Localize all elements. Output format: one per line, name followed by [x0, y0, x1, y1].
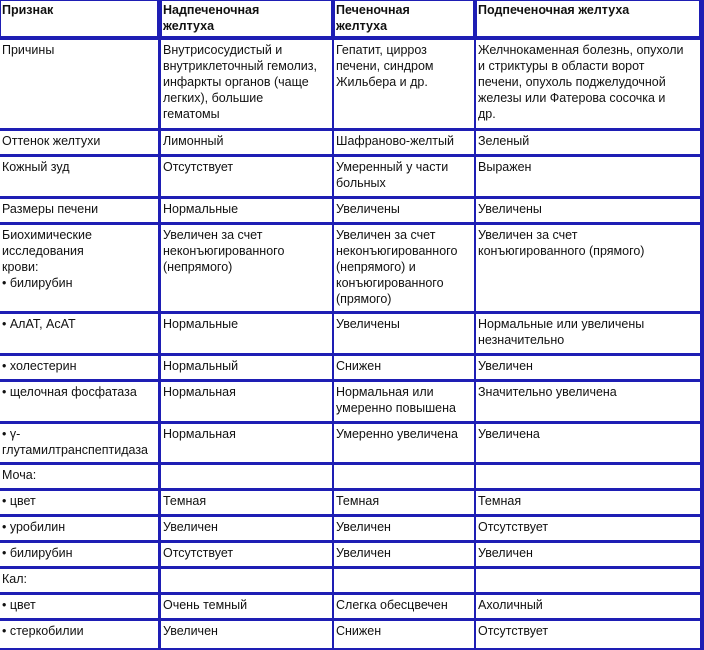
cell-text: Надпеченочная	[163, 3, 260, 17]
cell-r16-prehepatic	[161, 621, 332, 648]
cell-text: печени, опухоль поджелудочной	[478, 75, 666, 89]
cell-r12-posthepatic	[476, 517, 700, 540]
cell-text: Нормальная	[163, 385, 236, 399]
cell-text: неконъюгированного	[163, 244, 285, 258]
cell-text: • билирубин	[2, 276, 73, 290]
cell-text: Гепатит, цирроз	[336, 43, 427, 57]
cell-text: Снижен	[336, 359, 382, 373]
cell-r3-hepatic	[334, 157, 474, 196]
cell-r9-hepatic	[334, 424, 474, 462]
cell-text: Подпеченочная желтуха	[478, 3, 630, 17]
cell-r9-posthepatic	[476, 424, 700, 462]
cell-text: Слегка обесцвечен	[336, 598, 448, 612]
cell-text: Лимонный	[163, 134, 224, 148]
cell-r4-prehepatic	[161, 199, 332, 222]
cell-text: Увеличен	[478, 546, 533, 560]
cell-r10-prehepatic	[161, 465, 332, 488]
cell-r7-posthepatic	[476, 356, 700, 379]
cell-text: Нормальная	[163, 427, 236, 441]
cell-text: Умеренно увеличена	[336, 427, 458, 441]
cell-r9-prehepatic	[161, 424, 332, 462]
cell-r3-prehepatic	[161, 157, 332, 196]
cell-r1-prehepatic	[161, 40, 332, 128]
cell-text: Отсутствует	[478, 624, 549, 638]
cell-r10-hepatic	[334, 465, 474, 488]
cell-r12-feature	[0, 517, 158, 540]
header-frame	[334, 0, 474, 37]
cell-text: др.	[478, 107, 496, 121]
header-posthepatic	[476, 0, 700, 37]
cell-r16-hepatic	[334, 621, 474, 648]
header-feature	[0, 0, 158, 37]
cell-r8-prehepatic	[161, 382, 332, 421]
cell-text: Ахоличный	[478, 598, 543, 612]
cell-text: Отсутствует	[478, 520, 549, 534]
cell-text: Увеличен	[163, 624, 218, 638]
cell-text: (непрямого) и	[336, 260, 416, 274]
cell-text: внутриклеточный гемолиз,	[163, 59, 317, 73]
cell-text: • цвет	[2, 598, 36, 612]
cell-r7-prehepatic	[161, 356, 332, 379]
cell-r11-prehepatic	[161, 491, 332, 514]
cell-r1-feature	[0, 40, 158, 128]
cell-text: • уробилин	[2, 520, 66, 534]
cell-text: желтуха	[163, 19, 215, 33]
cell-text: глутамилтранспептидаза	[2, 443, 149, 457]
cell-r13-posthepatic	[476, 543, 700, 566]
cell-text: железы или Фатерова сосочка и	[478, 91, 666, 105]
cell-r15-prehepatic	[161, 595, 332, 618]
cell-text: незначительно	[478, 333, 565, 347]
cell-r6-prehepatic	[161, 314, 332, 353]
cell-r10-feature	[0, 465, 158, 488]
cell-r15-hepatic	[334, 595, 474, 618]
cell-r5-feature	[0, 225, 158, 311]
cell-text: Темная	[478, 494, 522, 508]
cell-text: конъюгированного (прямого)	[478, 244, 645, 258]
cell-r5-prehepatic	[161, 225, 332, 311]
cell-r11-hepatic	[334, 491, 474, 514]
cell-r3-posthepatic	[476, 157, 700, 196]
cell-r13-hepatic	[334, 543, 474, 566]
cell-text: Темная	[163, 494, 207, 508]
cell-text: Снижен	[336, 624, 382, 638]
cell-r16-posthepatic	[476, 621, 700, 648]
cell-text: • стеркобилии	[2, 624, 84, 638]
cell-text: (прямого)	[336, 292, 392, 306]
header-frame	[0, 0, 158, 37]
cell-text: Увеличен за счет	[336, 228, 436, 242]
cell-r2-feature	[0, 131, 158, 154]
cell-text: желтуха	[336, 19, 388, 33]
cell-r16-feature	[0, 621, 158, 648]
cell-r4-posthepatic	[476, 199, 700, 222]
cell-text: Увеличен	[478, 359, 533, 373]
cell-text: печени, синдром	[336, 59, 434, 73]
cell-text: Биохимические	[2, 228, 92, 242]
cell-text: Желчнокаменная болезнь, опухоли	[478, 43, 684, 57]
header-prehepatic	[161, 0, 332, 37]
cell-r8-hepatic	[334, 382, 474, 421]
header-frame	[476, 0, 700, 37]
cell-r11-feature	[0, 491, 158, 514]
cell-text: Значительно увеличена	[478, 385, 617, 399]
cell-text: и стриктуры в области ворот	[478, 59, 645, 73]
cell-text: Отсутствует	[163, 160, 234, 174]
cell-text: неконъюгированного	[336, 244, 458, 258]
cell-r7-hepatic	[334, 356, 474, 379]
cell-text: Нормальная или	[336, 385, 434, 399]
cell-r9-feature	[0, 424, 158, 462]
cell-text: Нормальные	[163, 202, 239, 216]
cell-text: Причины	[2, 43, 55, 57]
cell-r8-posthepatic	[476, 382, 700, 421]
cell-text: Печеночная	[336, 3, 410, 17]
cell-text: • билирубин	[2, 546, 73, 560]
cell-r4-feature	[0, 199, 158, 222]
cell-r6-hepatic	[334, 314, 474, 353]
cell-r10-posthepatic	[476, 465, 700, 488]
cell-r11-posthepatic	[476, 491, 700, 514]
cell-text: Темная	[336, 494, 380, 508]
cell-text: • холестерин	[2, 359, 77, 373]
cell-text: Внутрисосудистый и	[163, 43, 283, 57]
cell-text: • цвет	[2, 494, 36, 508]
cell-text: конъюгированного	[336, 276, 444, 290]
cell-r14-prehepatic	[161, 569, 332, 592]
cell-text: легких), большие	[163, 91, 264, 105]
cell-text: Нормальный	[163, 359, 239, 373]
cell-text: Увеличены	[336, 317, 400, 331]
cell-text: Увеличена	[478, 427, 540, 441]
cell-r5-posthepatic	[476, 225, 700, 311]
cell-text: крови:	[2, 260, 39, 274]
cell-text: исследования	[2, 244, 84, 258]
cell-text: Отсутствует	[163, 546, 234, 560]
cell-text: больных	[336, 176, 386, 190]
cell-text: Увеличен	[163, 520, 218, 534]
cell-text: Оттенок желтухи	[2, 134, 101, 148]
cell-text: умеренно повышена	[336, 401, 456, 415]
cell-text: Умеренный у части	[336, 160, 449, 174]
cell-r13-feature	[0, 543, 158, 566]
cell-text: Увеличены	[336, 202, 400, 216]
cell-r15-feature	[0, 595, 158, 618]
cell-r4-hepatic	[334, 199, 474, 222]
cell-r1-posthepatic	[476, 40, 700, 128]
cell-r2-prehepatic	[161, 131, 332, 154]
cell-text: Увеличен	[336, 520, 391, 534]
cell-text: Очень темный	[163, 598, 248, 612]
cell-r2-hepatic	[334, 131, 474, 154]
cell-r15-posthepatic	[476, 595, 700, 618]
cell-text: гематомы	[163, 107, 220, 121]
cell-r12-prehepatic	[161, 517, 332, 540]
cell-text: Увеличены	[478, 202, 542, 216]
header-hepatic	[334, 0, 474, 37]
cell-text: Моча:	[2, 468, 37, 482]
cell-r6-feature	[0, 314, 158, 353]
cell-text: инфаркты органов (чаще	[163, 75, 309, 89]
cell-r14-posthepatic	[476, 569, 700, 592]
header-frame	[161, 0, 332, 37]
cell-r6-posthepatic	[476, 314, 700, 353]
cell-text: Увеличен за счет	[163, 228, 263, 242]
cell-text: Жильбера и др.	[336, 75, 428, 89]
cell-text: Нормальные	[163, 317, 239, 331]
cell-r5-hepatic	[334, 225, 474, 311]
cell-text: Увеличен за счет	[478, 228, 578, 242]
cell-text: Зеленый	[478, 134, 530, 148]
cell-text: Признак	[2, 3, 54, 17]
cell-text: • АлАТ, АсАТ	[2, 317, 76, 331]
cell-text: Кал:	[2, 572, 27, 586]
cell-r14-feature	[0, 569, 158, 592]
cell-r13-prehepatic	[161, 543, 332, 566]
cell-r12-hepatic	[334, 517, 474, 540]
cell-r1-hepatic	[334, 40, 474, 128]
cell-r7-feature	[0, 356, 158, 379]
cell-text: • щелочная фосфатаза	[2, 385, 137, 399]
cell-text: Шафраново-желтый	[336, 134, 454, 148]
cell-text: • γ-	[2, 427, 21, 441]
cell-text: Выражен	[478, 160, 532, 174]
cell-r14-hepatic	[334, 569, 474, 592]
cell-r8-feature	[0, 382, 158, 421]
cell-r3-feature	[0, 157, 158, 196]
cell-text: Нормальные или увеличены	[478, 317, 645, 331]
cell-text: Кожный зуд	[2, 160, 70, 174]
cell-text: Увеличен	[336, 546, 391, 560]
cell-text: (непрямого)	[163, 260, 233, 274]
cell-r2-posthepatic	[476, 131, 700, 154]
cell-text: Размеры печени	[2, 202, 99, 216]
